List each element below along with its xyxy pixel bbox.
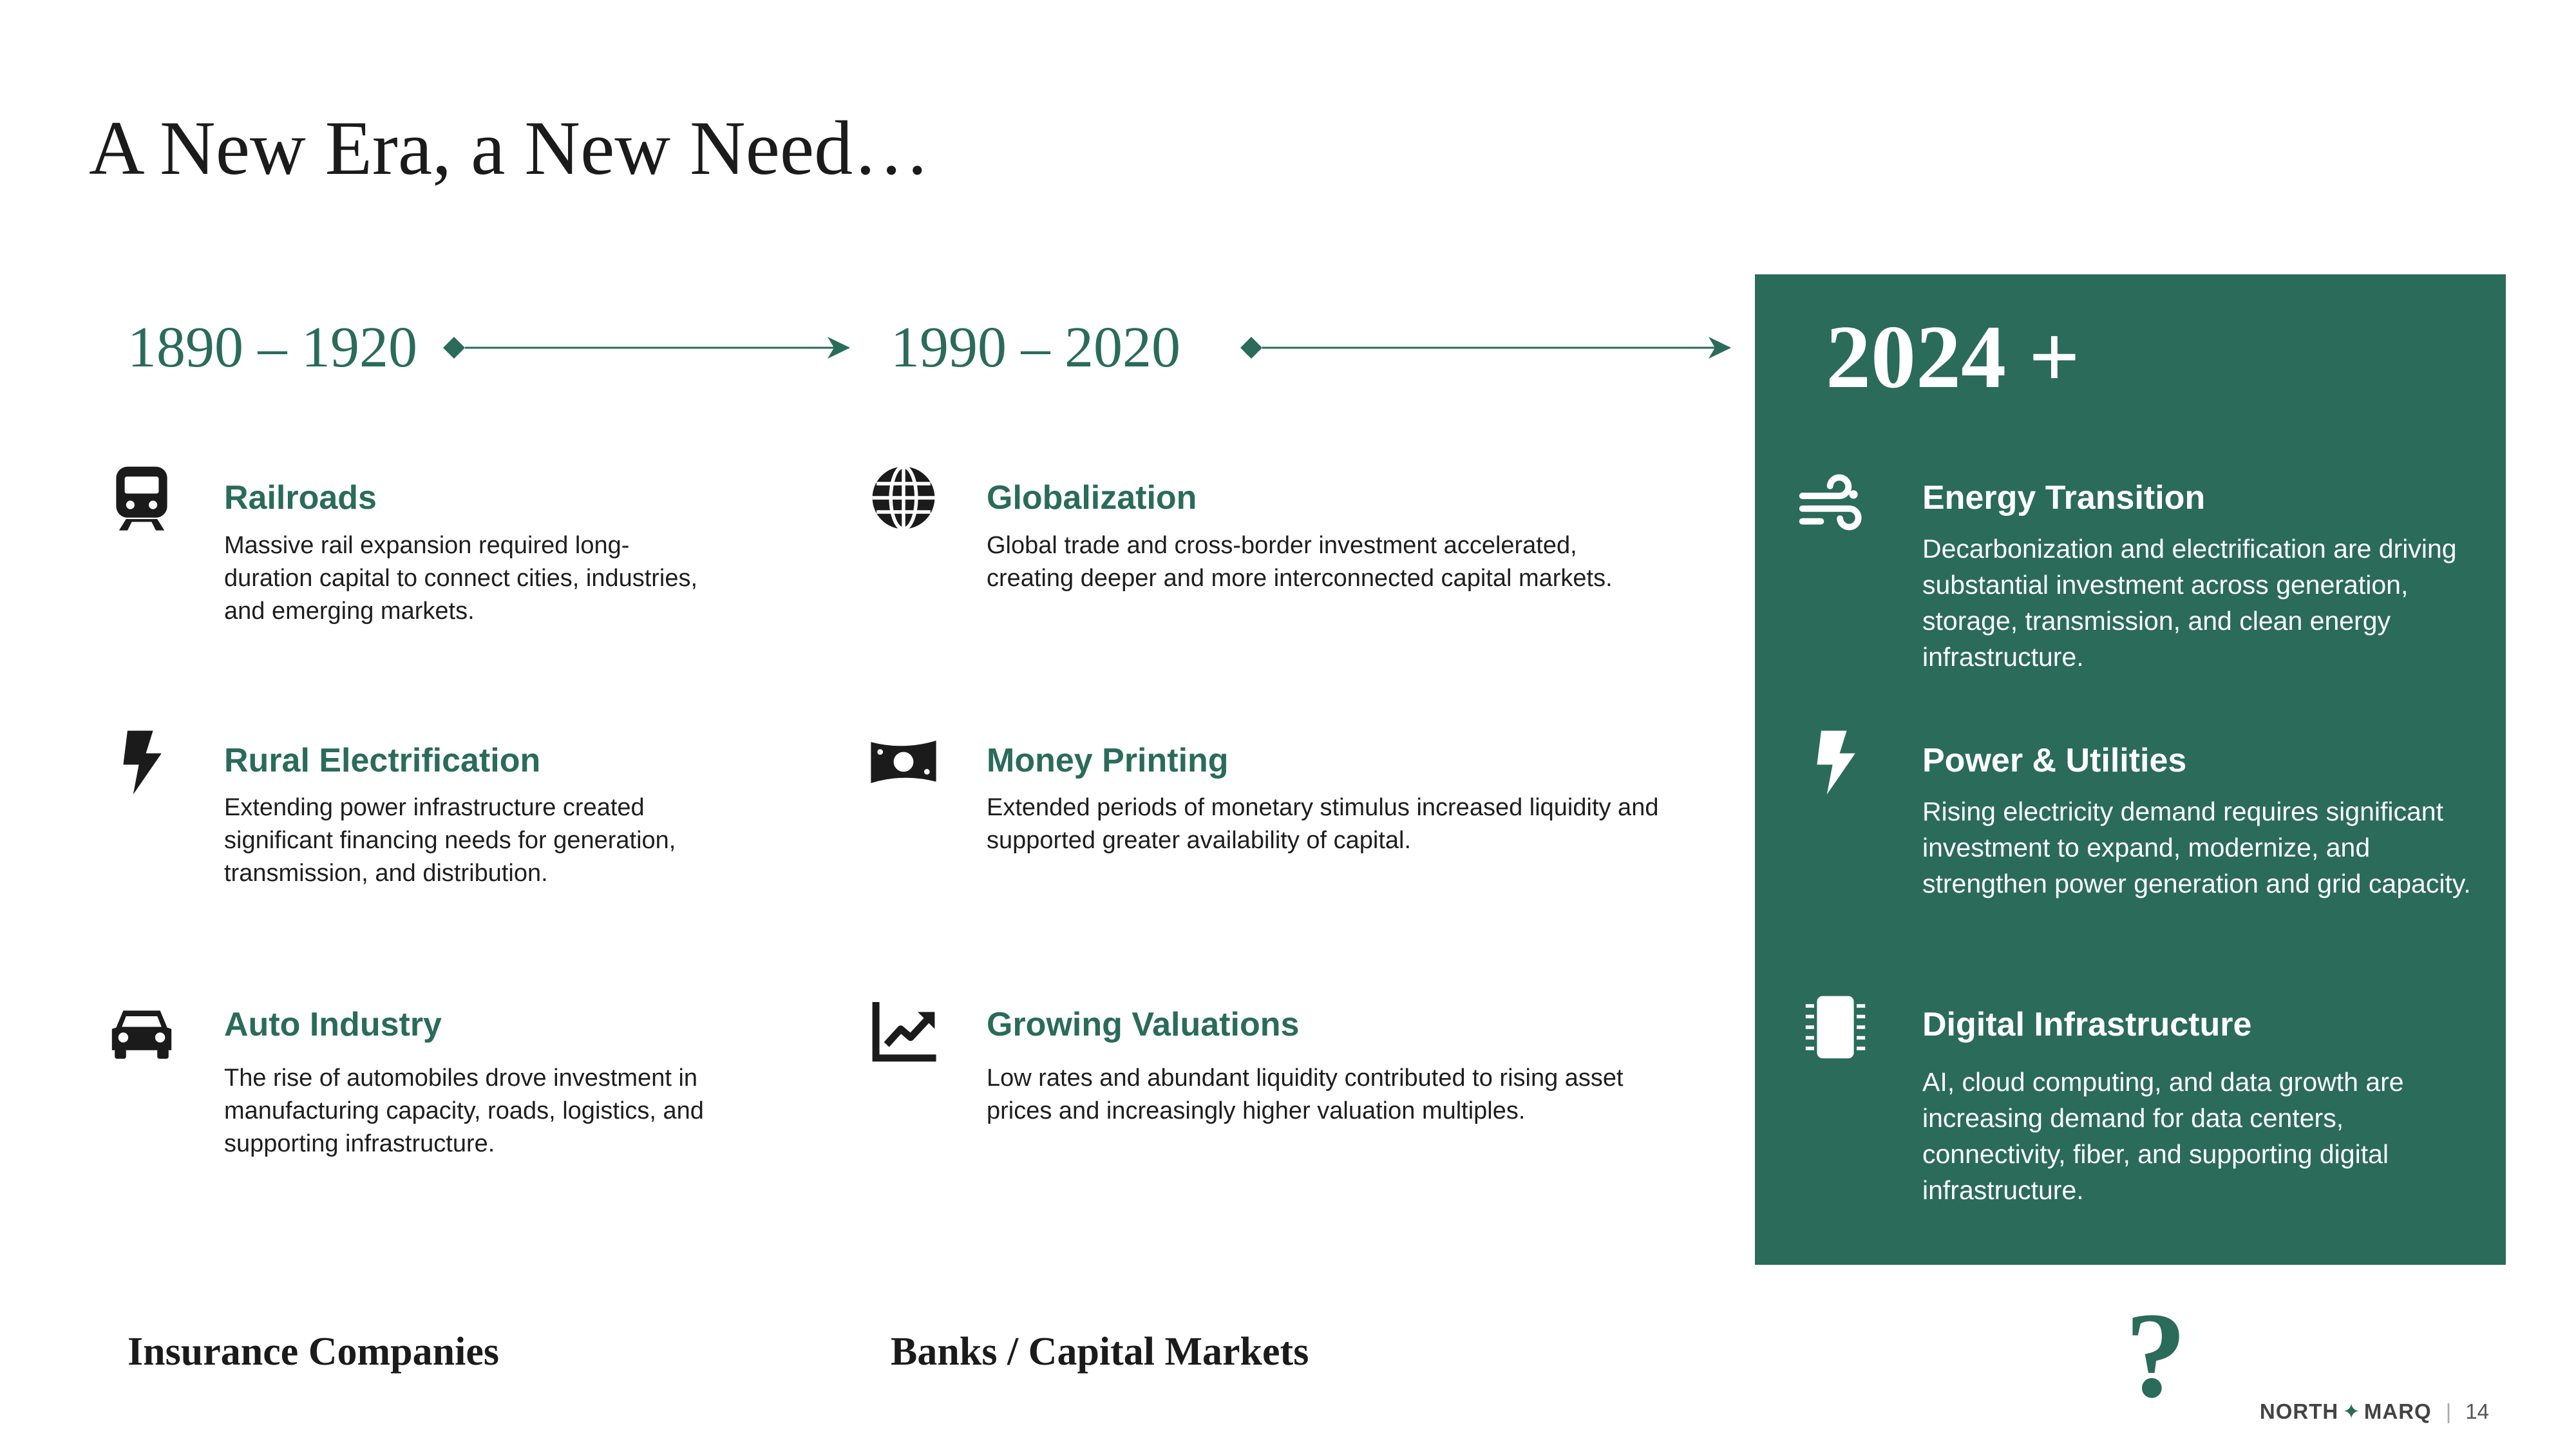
- wind-icon: [1797, 468, 1868, 538]
- footer: [2260, 1399, 2489, 1424]
- item-title-power-utilities: Power & Utilities: [1922, 742, 2187, 779]
- star-icon: ✦: [2342, 1399, 2360, 1423]
- timeline-arrow-2: [1235, 332, 1738, 364]
- lightning-bolt-icon: [1800, 726, 1871, 797]
- globe-icon: [868, 462, 939, 533]
- item-title-digital-infrastructure: Digital Infrastructure: [1922, 1006, 2252, 1043]
- item-desc-growing-valuations: Low rates and abundant liquidity contributed to rising asset prices and increasingly higher valuation multiples.: [987, 1065, 1624, 1124]
- era-label-2024-plus: 2024 +: [1826, 307, 2080, 407]
- financier-banks-capital-markets: Banks / Capital Markets: [891, 1330, 1309, 1374]
- item-desc-rural-electrification: Extending power infrastructure created significant financing needs for generation, transmission, and distribution.: [224, 794, 676, 887]
- financier-insurance-companies: Insurance Companies: [128, 1330, 500, 1374]
- item-title-railroads: Railroads: [224, 479, 377, 516]
- train-icon: [106, 462, 177, 533]
- item-desc-money-printing: Extended periods of monetary stimulus increased liquidity and supported greater availability of capital.: [987, 794, 1659, 854]
- item-title-auto-industry: Auto Industry: [224, 1006, 442, 1043]
- item-desc-energy-transition: Decarbonization and electrification are driving substantial investment across generation, storage, transmission, and clean energy infrastructure.: [1922, 534, 2457, 672]
- item-title-globalization: Globalization: [987, 479, 1197, 516]
- financier-question-mark: ?: [2125, 1288, 2186, 1423]
- page-number: 14: [2465, 1399, 2489, 1423]
- car-icon: [106, 995, 177, 1066]
- timeline-arrow-1: [438, 332, 857, 364]
- item-title-money-printing: Money Printing: [987, 742, 1229, 779]
- microchip-icon: [1800, 992, 1871, 1063]
- lightning-bolt-icon: [106, 726, 177, 797]
- brand-logo-left: NORTH: [2259, 1399, 2339, 1423]
- brand-logo-right: MARQ: [2363, 1399, 2432, 1423]
- era-label-1890-1920: 1890 – 1920: [128, 316, 417, 379]
- item-title-energy-transition: Energy Transition: [1922, 479, 2206, 516]
- item-title-growing-valuations: Growing Valuations: [987, 1006, 1300, 1043]
- footer-divider: |: [2445, 1399, 2452, 1423]
- item-desc-auto-industry: The rise of automobiles drove investment in manufacturing capacity, roads, logistics, and supporting infrastructure.: [224, 1065, 704, 1157]
- money-bill-icon: [868, 726, 939, 797]
- chart-line-up-icon: [868, 995, 939, 1066]
- era-label-1990-2020: 1990 – 2020: [891, 316, 1180, 379]
- item-title-rural-electrification: Rural Electrification: [224, 742, 541, 779]
- slide-title: A New Era, a New Need…: [89, 105, 931, 191]
- item-desc-power-utilities: Rising electricity demand requires significant investment to expand, modernize, and strengthen power generation and grid capacity.: [1922, 797, 2471, 898]
- item-desc-globalization: Global trade and cross-border investment accelerated, creating deeper and more interconnected capital markets.: [987, 532, 1613, 592]
- item-desc-digital-infrastructure: AI, cloud computing, and data growth are increasing demand for data centers, connectivity, fiber, and supporting digital infrastructure.: [1922, 1067, 2404, 1205]
- item-desc-railroads: Massive rail expansion required long-duration capital to connect cities, industries, and emerging markets.: [224, 532, 698, 625]
